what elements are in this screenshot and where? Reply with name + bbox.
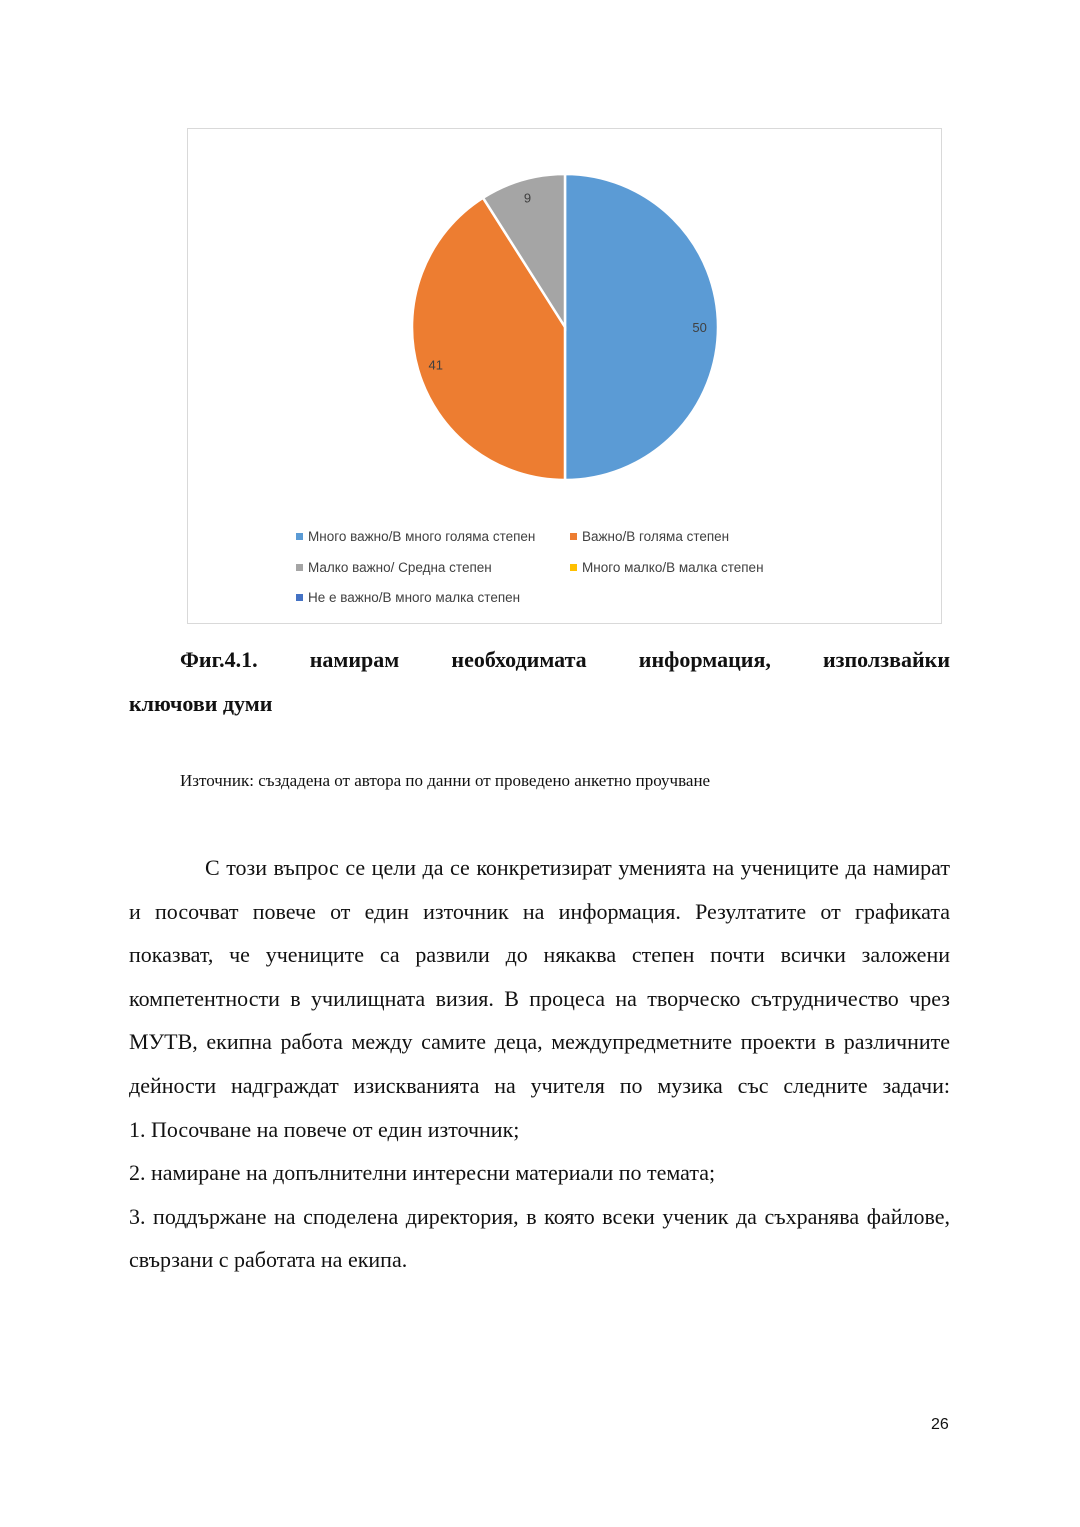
pie-data-label: 50 (692, 320, 707, 335)
figure-caption (129, 638, 950, 726)
legend-item-not-important (296, 590, 520, 605)
list-item-2: 2. намиране на допълнителни интересни материали по темата; (129, 1160, 716, 1186)
legend-label: Важно/В голяма степен (582, 529, 730, 544)
body-paragraph: С този въпрос се цели да се конкретизират уменията на учениците да намират и посочват повече от един източник на информация. Резултатите от графиката показват, че учениците са развили до някаква степен почти всички заложени компетентности в училищната визия. В процеса на творческо сътрудничество чрез МУТВ, екипна работа между самите деца, междупредметните проекти в различните дейности надграждат изискванията на учителя по музика със следните задачи: (129, 855, 950, 1098)
pie-data-label: 41 (428, 357, 443, 373)
legend-label: Малко важно/ Средна степен (308, 559, 492, 575)
chart-container (187, 128, 942, 624)
figure-source: Източник: създадена от автора по данни от проведено анкетно проучване (180, 771, 711, 790)
page-number: 26 (931, 1416, 949, 1433)
legend-swatch (570, 533, 577, 540)
list-item-1: 1. Посочване на повече от един източник; (129, 1116, 520, 1142)
legend-swatch (296, 594, 303, 601)
legend-label: Много важно/В много голяма степен (308, 529, 536, 544)
legend-swatch (570, 564, 577, 571)
chart-legend (296, 529, 856, 621)
legend-swatch (296, 533, 303, 540)
legend-item-important (570, 529, 729, 544)
legend-label: Не е важно/В много малка степен (308, 590, 521, 605)
list-item-3: 3. поддържане на споделена директория, в която всеки ученик да съхранява файлове, свързани с работата на екипа. (129, 1203, 950, 1273)
body-text (129, 846, 950, 1282)
caption-line-2: ключови думи (129, 691, 273, 716)
pie-data-label: 9 (523, 190, 532, 206)
legend-item-very-little (570, 560, 764, 575)
legend-item-very-important (296, 529, 535, 544)
legend-swatch (296, 564, 303, 571)
legend-label: Много малко/В малка степен (582, 559, 764, 575)
legend-item-little-important (296, 560, 492, 575)
caption-line-1: Фиг.4.1. намирам необходимата информация, използвайки (180, 647, 950, 672)
